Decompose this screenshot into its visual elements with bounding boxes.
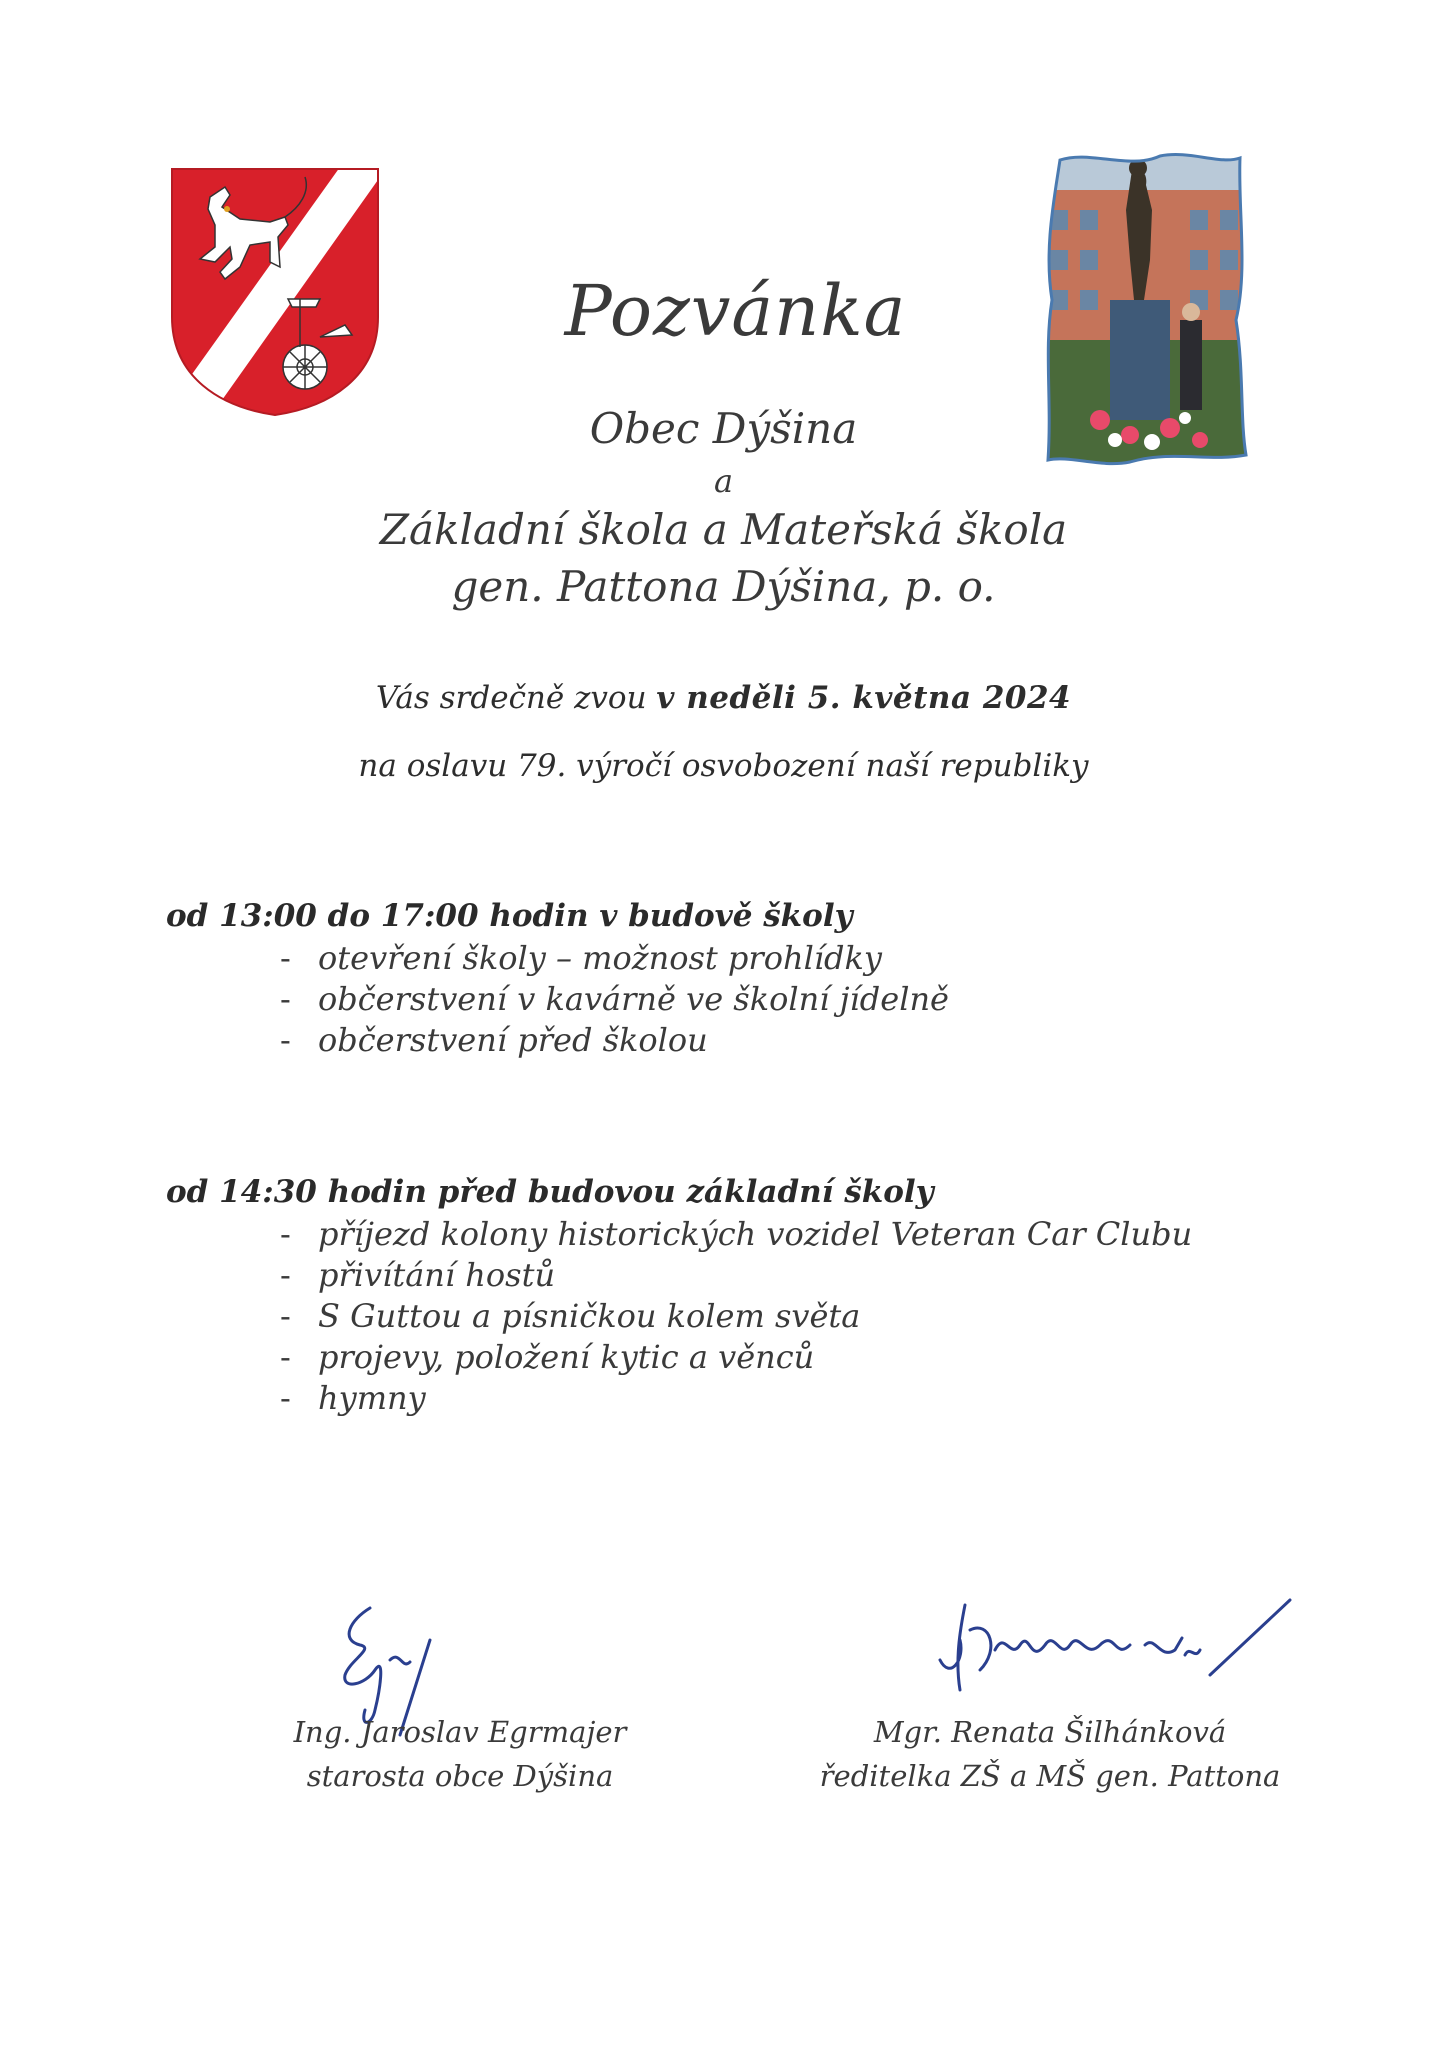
organizer-municipality: Obec Dýšina — [589, 404, 858, 453]
list-item: - S Guttou a písničkou kolem světa — [318, 1296, 1192, 1337]
program-list-school-building — [318, 938, 949, 1061]
list-item: - otevření školy – možnost prohlídky — [318, 938, 949, 979]
page-title: Pozvánka — [564, 270, 907, 352]
organizer-school-suffix: gen. Pattona Dýšina, p. o. — [451, 562, 996, 611]
occasion-line: na oslavu 79. výročí osvobození naší republiky — [358, 748, 1089, 784]
organizer-conjunction: a — [713, 462, 734, 500]
program-list-outside-school — [318, 1214, 1192, 1419]
list-item: - občerstvení v kavárně ve školní jídelně — [318, 979, 949, 1020]
signature-block-mayor — [210, 1710, 710, 1798]
list-item: - příjezd kolony historických vozidel Veteran Car Clubu — [318, 1214, 1192, 1255]
event-date: v neděli 5. května 2024 — [656, 680, 1072, 716]
list-item: - občerstvení před školou — [318, 1020, 949, 1061]
invitation-line — [0, 680, 1447, 716]
organizer-school: Základní škola a Mateřská škola — [379, 505, 1068, 554]
invitation-intro: Vás srdečně zvou — [375, 680, 657, 716]
list-item: - přivítání hostů — [318, 1255, 1192, 1296]
list-item: - projevy, položení kytic a věnců — [318, 1337, 1192, 1378]
signatory-role: starosta obce Dýšina — [306, 1759, 614, 1793]
signatory-name: Ing. Jaroslav Egrmajer — [293, 1715, 627, 1749]
signature-director-icon — [920, 1590, 1300, 1700]
list-item: - hymny — [318, 1378, 1192, 1419]
section-heading-school-building: od 13:00 do 17:00 hodin v budově školy — [166, 898, 853, 934]
signatory-name: Mgr. Renata Šilhánková — [873, 1715, 1227, 1749]
signature-block-director — [770, 1710, 1330, 1798]
signatory-role: ředitelka ZŠ a MŠ gen. Pattona — [819, 1759, 1281, 1793]
section-heading-outside-school: od 14:30 hodin před budovou základní školy — [166, 1174, 934, 1210]
